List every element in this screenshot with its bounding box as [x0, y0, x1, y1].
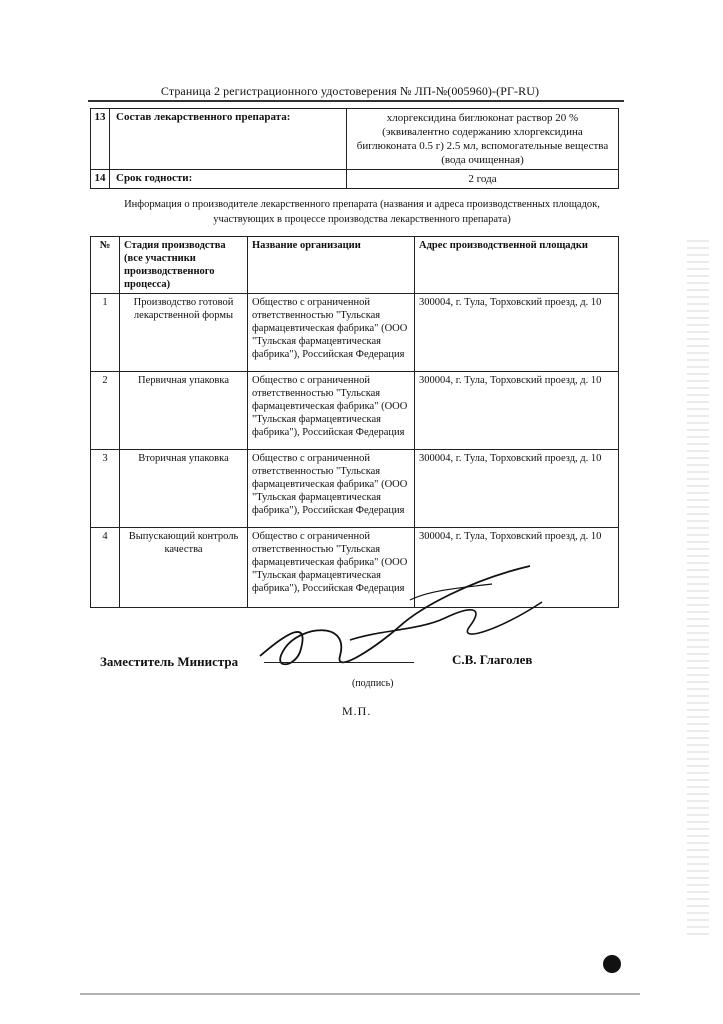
signer-title: Заместитель Министра	[100, 654, 239, 669]
column-header-address: Адрес производственной площадки	[415, 237, 619, 294]
manufacturer-table	[90, 236, 619, 608]
table-header-row	[91, 237, 619, 294]
row-address: 300004, г. Тула, Торховский проезд, д. 10	[415, 294, 619, 372]
property-label: Срок годности:	[110, 170, 347, 189]
row-stage: Выпускающий контроль качества	[120, 528, 248, 608]
row-organization: Общество с ограниченной ответственностью "Тульская фармацевтическая фабрика" (ООО "Тульская фармацевтическая фабрика"), Российская Федерация	[248, 372, 415, 450]
row-number: 3	[91, 450, 120, 528]
properties-table	[90, 108, 619, 189]
property-value: хлоргексидина биглюконат раствор 20 % (эквивалентно содержанию хлоргексидина биглюконата 0.5 г) 2.5 мл, вспомогательные вещества (вода очищенная)	[347, 109, 619, 170]
table-row	[91, 372, 619, 450]
bottom-edge	[80, 993, 640, 995]
signature-line	[264, 662, 414, 663]
row-organization: Общество с ограниченной ответственностью "Тульская фармацевтическая фабрика" (ООО "Тульская фармацевтическая фабрика"), Российская Федерация	[248, 528, 415, 608]
property-label: Состав лекарственного препарата:	[110, 109, 347, 170]
column-header-number: №	[91, 237, 120, 294]
row-number: 4	[91, 528, 120, 608]
signature-caption: (подпись)	[352, 678, 394, 689]
table-row	[91, 109, 619, 170]
signer-name: С.В. Глаголев	[452, 652, 533, 667]
row-organization: Общество с ограниченной ответственностью "Тульская фармацевтическая фабрика" (ООО "Тульская фармацевтическая фабрика"), Российская Федерация	[248, 294, 415, 372]
table-row	[91, 294, 619, 372]
manufacturer-intro: Информация о производителе лекарственного препарата (названия и адреса производственных площадок, участвующих в процессе производства лекарственного препарата)	[124, 199, 600, 225]
property-number: 13	[91, 109, 110, 170]
row-stage: Первичная упаковка	[120, 372, 248, 450]
page-title: Страница 2 регистрационного удостоверения № ЛП-№(005960)-(РГ-RU)	[160, 84, 540, 98]
seal-mark: М.П.	[342, 704, 372, 718]
scan-noise	[687, 240, 709, 940]
table-row	[91, 170, 619, 189]
property-value: 2 года	[347, 170, 619, 189]
row-address: 300004, г. Тула, Торховский проезд, д. 10	[415, 450, 619, 528]
row-number: 2	[91, 372, 120, 450]
row-address: 300004, г. Тула, Торховский проезд, д. 10	[415, 372, 619, 450]
table-row	[91, 450, 619, 528]
hole-punch	[603, 955, 621, 973]
row-stage: Вторичная упаковка	[120, 450, 248, 528]
column-header-organization: Название организации	[248, 237, 415, 294]
header-rule	[88, 100, 624, 102]
row-address: 300004, г. Тула, Торховский проезд, д. 10	[415, 528, 619, 608]
property-number: 14	[91, 170, 110, 189]
row-number: 1	[91, 294, 120, 372]
row-organization: Общество с ограниченной ответственностью "Тульская фармацевтическая фабрика" (ООО "Тульская фармацевтическая фабрика"), Российская Федерация	[248, 450, 415, 528]
column-header-stage: Стадия производства (все участники производственного процесса)	[120, 237, 248, 294]
signature-scribble	[230, 560, 560, 700]
row-stage: Производство готовой лекарственной формы	[120, 294, 248, 372]
